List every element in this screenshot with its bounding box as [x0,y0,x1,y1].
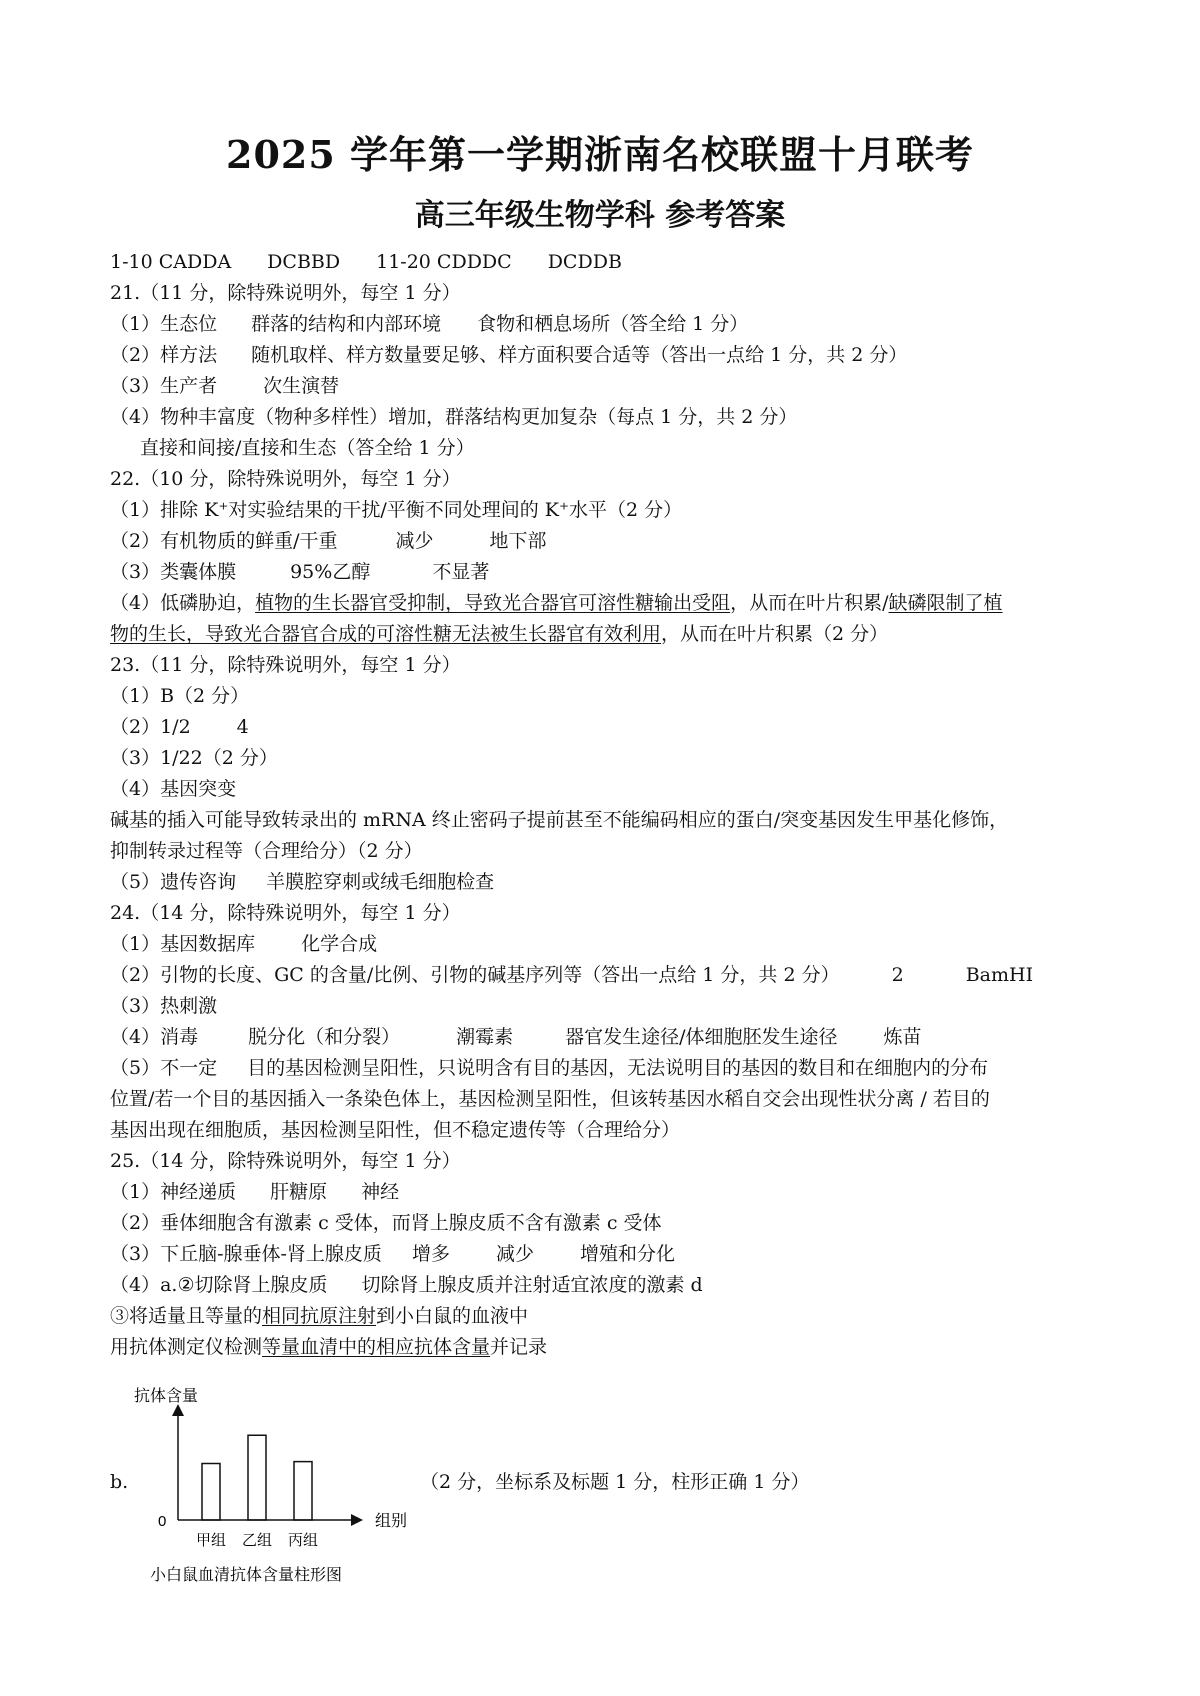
antibody-bar-chart [130,1385,430,1585]
q24-1a: （1）基因数据库 [110,933,256,955]
q22-line-1: （1）排除 K⁺对实验结果的干扰/平衡不同处理间的 K⁺水平（2 分） [110,499,683,521]
q22-line-4 [110,591,1003,615]
q22-5b: ，从而在叶片积累（2 分） [661,623,889,645]
chart-title: 小白鼠血清抗体含量柱形图 [150,1567,343,1584]
q24-2c: BamHI [965,964,1034,986]
q25-b-label: b. [110,1471,129,1493]
q21-line-4: （4）物种丰富度（物种多样性）增加，群落结构更加复杂（每点 1 分，共 2 分） [110,406,798,428]
q24-2a: （2）引物的长度、GC 的含量/比例、引物的碱基序列等（答出一点给 1 分，共 2 分） [110,964,840,986]
q25-6a: 用抗体测定仪检测 [110,1336,263,1358]
q24-4b: 脱分化（和分裂） [248,1026,401,1048]
chart-bar-3 [294,1462,312,1520]
page-subtitle: 高三年级生物学科 参考答案 [414,198,786,233]
q21-line-1 [110,312,748,336]
q25-1c: 神经 [361,1181,400,1203]
q25-3a: （3）下丘脑-腺垂体-肾上腺皮质 [110,1243,382,1265]
q22-2b: 减少 [395,530,434,552]
q23-line-3: （3）1/22（2 分） [110,747,278,769]
q23-line-4: （4）基因突变 [110,778,237,800]
q24-line-6: 位置/若一个目的基因插入一条染色体上，基因检测呈阳性，但该转基因水稻自交会出现性状分离 / 若目的 [110,1088,990,1110]
q24-1b: 化学合成 [301,933,378,955]
q22-3b: 95%乙醇 [290,561,371,583]
chart-x-tick-2: 乙组 [241,1532,273,1549]
q22-5a: 物的生长，导致光合器官合成的可溶性糖无法被生长器官有效利用 [110,623,662,645]
q22-4d: 缺磷限制了植 [888,592,1003,614]
q25-3c: 减少 [495,1243,534,1265]
q24-2b: 2 [891,964,904,986]
q21-line-3 [110,374,339,398]
mc-11-20: 11-20 CDDDC [376,251,512,273]
q21-3b: 次生演替 [263,375,340,397]
q22-3a: （3）类囊体膜 [110,561,237,583]
q25-line-4 [110,1273,703,1297]
chart-x-tick-3: 丙组 [287,1532,319,1549]
q21-2b: 随机取样、样方数量要足够、样方面积要合适等（答出一点给 1 分，共 2 分） [251,344,908,366]
q24-line-4 [110,1025,922,1049]
page-title: 2025 学年第一学期浙南名校联盟十月联考 [226,132,974,177]
q23-line-2 [110,715,249,739]
q22-line-3 [110,560,489,584]
q21-1c: 食物和栖息场所（答全给 1 分） [477,313,749,335]
q24-line-3: （3）热刺激 [110,995,218,1017]
q25-line-6 [110,1335,547,1359]
q22-header: 22.（10 分，除特殊说明外，每空 1 分） [110,468,461,490]
q24-header: 24.（14 分，除特殊说明外，每空 1 分） [110,902,461,924]
q23-line-7 [110,870,494,894]
q21-2a: （2）样方法 [110,344,218,366]
q21-3a: （3）生产者 [110,375,218,397]
q24-4e: 炼苗 [883,1026,922,1048]
q24-5a: （5）不一定 [110,1057,218,1079]
chart-origin-label: 0 [158,1513,167,1530]
q25-line-3 [110,1242,675,1266]
mc-1-10: 1-10 CADDA [110,251,232,273]
q24-line-7: 基因出现在细胞质，基因检测呈阳性，但不稳定遗传等（合理给分） [110,1119,681,1141]
q24-4a: （4）消毒 [110,1026,199,1048]
q25-line-1 [110,1180,399,1204]
q23-2b: 4 [236,716,249,738]
q25-header: 25.（14 分，除特殊说明外，每空 1 分） [110,1150,461,1172]
chart-x-tick-1: 甲组 [195,1532,227,1549]
mc-6-10: DCBBD [267,251,341,273]
chart-x-label: 组别 [375,1513,408,1530]
q25-3b: 增多 [411,1243,450,1265]
q22-3c: 不显著 [432,561,490,583]
q24-5b: 目的基因检测呈阳性，只说明含有目的基因，无法说明目的基因的数目和在细胞内的分布 [247,1057,989,1079]
q22-4a: （4）低磷胁迫， [110,592,256,614]
q23-line-5: 碱基的插入可能导致转录出的 mRNA 终止密码子提前甚至不能编码相应的蛋白/突变基因发生甲基化修饰， [110,809,1009,831]
q25-6c: 并记录 [490,1336,548,1358]
q21-line-2 [110,343,907,367]
q25-6b: 等量血清中的相应抗体含量 [262,1336,491,1358]
q25-4b: 切除肾上腺皮质并注射适宜浓度的激素 d [361,1274,703,1296]
mc-16-20: DCDDB [547,251,622,273]
q25-3d: 增殖和分化 [579,1243,675,1265]
q22-2a: （2）有机物质的鲜重/干重 [110,530,338,552]
q22-line-2 [110,529,547,553]
q23-7b: 羊膜腔穿刺或绒毛细胞检查 [266,871,495,893]
q21-1a: （1）生态位 [110,313,218,335]
q25-line-2: （2）垂体细胞含有激素 c 受体，而肾上腺皮质不含有激素 c 受体 [110,1212,662,1234]
q25-1a: （1）神经递质 [110,1181,237,1203]
q25-5a: ③将适量且等量的 [110,1305,263,1327]
q23-header: 23.（11 分，除特殊说明外，每空 1 分） [110,654,461,676]
q24-line-5 [110,1056,988,1080]
q22-line-5 [110,622,888,646]
q24-line-1 [110,932,377,956]
chart-bar-2 [248,1435,266,1520]
q25-line-5 [110,1304,528,1328]
q25-4a: （4）a.②切除肾上腺皮质 [110,1274,328,1296]
q24-line-2 [110,963,1033,987]
q23-line-6: 抑制转录过程等（合理给分）（2 分） [110,840,423,862]
q25-5c: 到小白鼠的血液中 [376,1305,529,1327]
q21-1b: 群落的结构和内部环境 [251,313,442,335]
q25-1b: 肝糖原 [270,1181,328,1203]
q22-4c: ，从而在叶片积累/ [730,592,889,614]
chart-bar-1 [202,1464,220,1521]
mc-answers [110,250,622,274]
q21-header: 21.（11 分，除特殊说明外，每空 1 分） [110,282,461,304]
q22-4b: 植物的生长器官受抑制，导致光合器官可溶性糖输出受阻 [255,592,731,614]
q23-7a: （5）遗传咨询 [110,871,237,893]
chart-y-label: 抗体含量 [134,1388,199,1405]
q21-line-5: 直接和间接/直接和生态（答全给 1 分） [140,437,475,459]
q22-2c: 地下部 [489,530,547,552]
q24-4c: 潮霉素 [456,1026,514,1048]
q25-b-note: （2 分，坐标系及标题 1 分，柱形正确 1 分） [420,1471,810,1493]
q23-line-1: （1）B（2 分） [110,685,250,707]
q25-5b: 相同抗原注射 [262,1305,377,1327]
q24-4d: 器官发生途径/体细胞胚发生途径 [565,1026,838,1048]
q23-2a: （2）1/2 [110,716,191,738]
